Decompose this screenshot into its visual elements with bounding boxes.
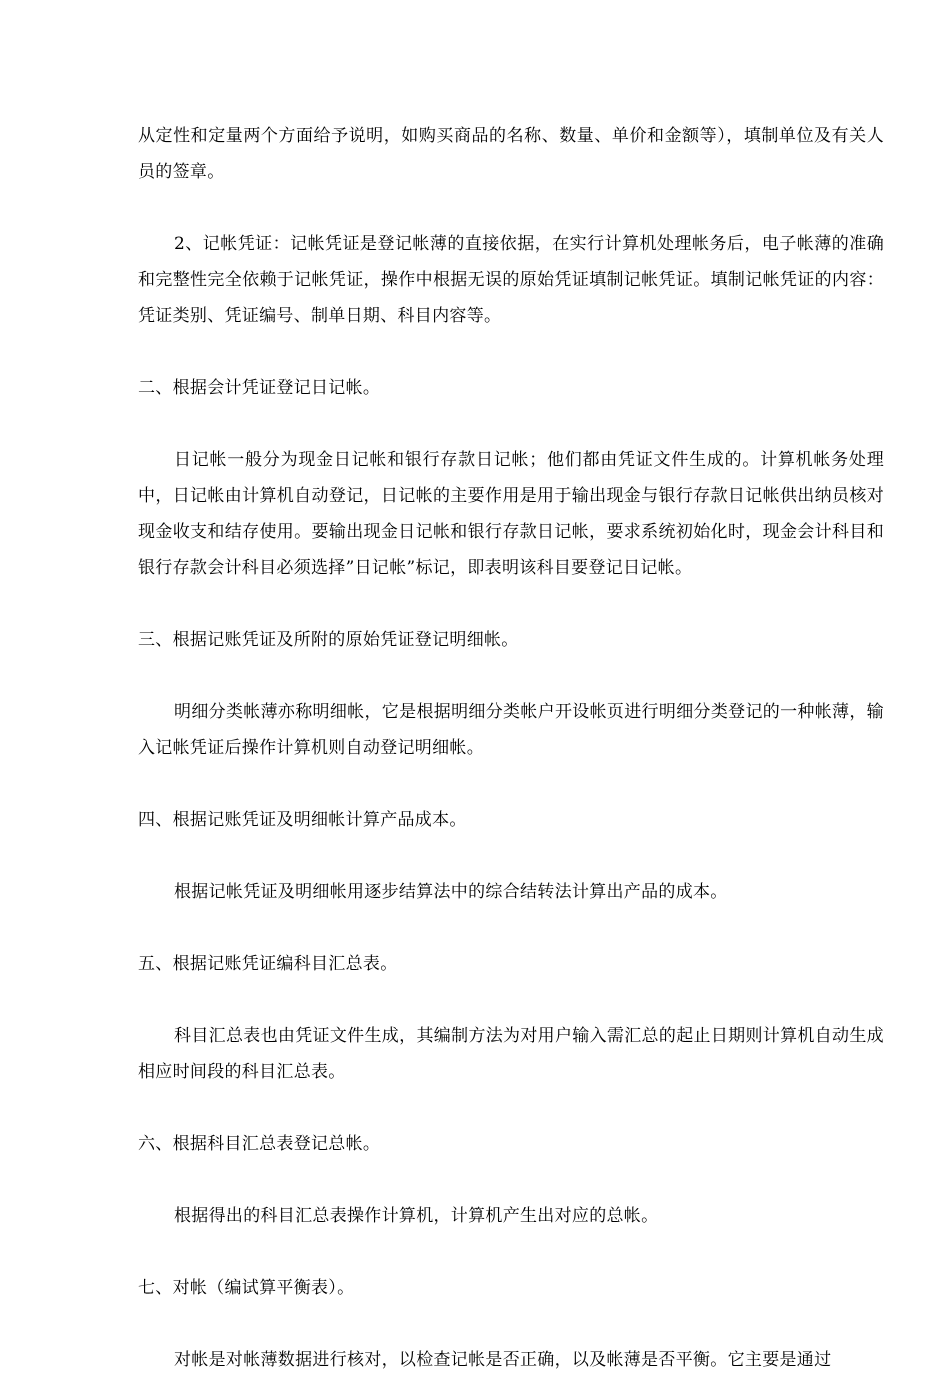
section-heading-2: 二、根据会计凭证登记日记帐。 <box>138 378 381 398</box>
paragraph-journal: 日记帐一般分为现金日记帐和银行存款日记帐；他们都由凭证文件生成的。计算机帐务处理中，日记帐由计算机自动登记，日记帐的主要作用是用于输出现金与银行存款日记帐供出纳员核对现金收支和结存使用。要输出现金日记帐和银行存款日记帐，要求系统初始化时，现金会计科目和银行存款会计科目必须选择”日记帐”标记，即表明该科目要登记日记帐。 <box>138 450 884 578</box>
section-heading-7: 七、对帐（编试算平衡表）。 <box>138 1278 355 1298</box>
paragraph-voucher: 2、记帐凭证：记帐凭证是登记帐薄的直接依据，在实行计算机处理帐务后，电子帐薄的准确和完整性完全依赖于记帐凭证，操作中根据无误的原始凭证填制记帐凭证。填制记帐凭证的内容：凭证类别、凭证编号、制单日期、科目内容等。 <box>138 234 884 326</box>
paragraph-summary-table: 科目汇总表也由凭证文件生成，其编制方法为对用户输入需汇总的起止日期则计算机自动生成相应时间段的科目汇总表。 <box>138 1026 884 1082</box>
section-heading-3: 三、根据记账凭证及所附的原始凭证登记明细帐。 <box>138 630 519 650</box>
document-page <box>138 118 884 1378</box>
paragraph-ledger-detail: 明细分类帐薄亦称明细帐，它是根据明细分类帐户开设帐页进行明细分类登记的一种帐薄，输入记帐凭证后操作计算机则自动登记明细帐。 <box>138 702 884 758</box>
paragraph-reconcile: 对帐是对帐薄数据进行核对，以检查记帐是否正确，以及帐薄是否平衡。它主要是通过 <box>174 1350 832 1370</box>
section-heading-5: 五、根据记账凭证编科目汇总表。 <box>138 954 398 974</box>
section-heading-6: 六、根据科目汇总表登记总帐。 <box>138 1134 381 1154</box>
section-heading-4: 四、根据记账凭证及明细帐计算产品成本。 <box>138 810 467 830</box>
paragraph-intro-continued: 从定性和定量两个方面给予说明，如购买商品的名称、数量、单价和金额等），填制单位及有关人员的签章。 <box>138 126 884 182</box>
paragraph-general-ledger: 根据得出的科目汇总表操作计算机，计算机产生出对应的总帐。 <box>174 1206 659 1226</box>
paragraph-cost: 根据记帐凭证及明细帐用逐步结算法中的综合结转法计算出产品的成本。 <box>174 882 728 902</box>
